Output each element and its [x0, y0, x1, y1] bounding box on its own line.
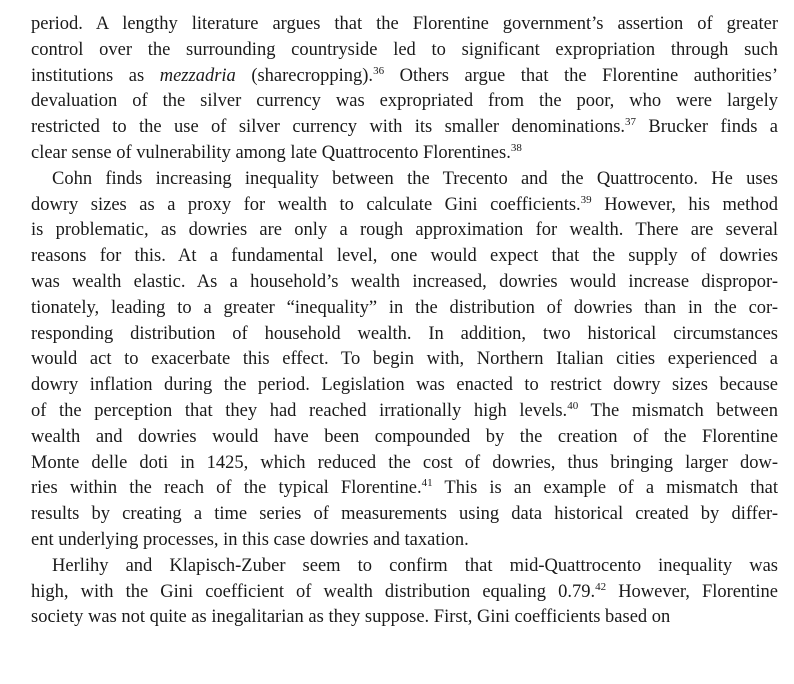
text-run: dowry sizes as a proxy for wealth to calculate Gini coefficients.	[31, 194, 581, 215]
text-line	[31, 12, 778, 38]
text-run: was wealth elastic. As a household’s wealth increased, dowries would increase dispropor-	[31, 271, 778, 292]
text-run: Brucker finds a	[636, 117, 778, 138]
text-run: Others argue that the Florentine authorities’	[384, 65, 778, 86]
text-run: restricted to the use of silver currency with its smaller denominations.	[31, 117, 626, 138]
text-run: results by creating a time series of measurements using data historical created by differ-	[31, 504, 778, 525]
text-line	[31, 322, 778, 348]
text-run: However, Florentine	[606, 581, 778, 602]
text-run: period. A lengthy literature argues that the Florentine government’s assertion of greater	[31, 14, 778, 34]
text-line	[31, 347, 778, 373]
text-line	[31, 399, 778, 425]
text-run: dowry inflation during the period. Legislation was enacted to restrict dowry sizes because	[31, 375, 778, 396]
footnote-ref: 39	[580, 193, 592, 206]
text-run: of the perception that they had reached irrationally high levels.	[31, 400, 568, 421]
text-run: tionately, leading to a greater “inequality” in the distribution of dowries than in the cor-	[31, 297, 778, 318]
text-line	[31, 373, 778, 399]
footnote-ref: 36	[373, 64, 385, 77]
text-line	[31, 528, 778, 554]
text-run: Cohn finds increasing inequality between the Trecento and the Quattrocento. He uses	[52, 168, 778, 189]
text-run: reasons for this. At a fundamental level, one would expect that the supply of dowries	[31, 246, 778, 267]
text-run: institutions as	[31, 65, 160, 86]
text-run: Monte delle doti in 1425, which reduced the cost of dowries, thus bringing larger dow-	[31, 452, 778, 473]
paragraph	[31, 167, 778, 554]
text-run: is problematic, as dowries are only a rough approximation for wealth. There are several	[31, 220, 778, 241]
text-line	[31, 193, 778, 219]
text-line	[31, 502, 778, 528]
text-line	[31, 296, 778, 322]
paragraph	[31, 12, 778, 167]
text-line	[31, 425, 778, 451]
footnote-ref: 42	[595, 580, 607, 593]
text-run: (sharecropping).	[235, 65, 374, 86]
italic-term: mezzadria	[159, 65, 236, 86]
text-run: control over the surrounding countryside led to significant expropriation through such	[31, 39, 778, 60]
text-run: ries within the reach of the typical Florentine.	[31, 478, 422, 499]
text-run: responding distribution of household wealth. In addition, two historical circumstances	[31, 323, 778, 344]
text-run: Herlihy and Klapisch-Zuber seem to confirm that mid-Quattrocento inequality was	[52, 555, 778, 576]
text-run: ent underlying processes, in this case dowries and taxation.	[31, 529, 469, 550]
text-run: However, his method	[591, 194, 778, 215]
text-line	[31, 89, 778, 115]
text-run: society was not quite as inegalitarian as they suppose. First, Gini coefficients based on	[31, 607, 671, 628]
text-line	[31, 218, 778, 244]
text-line	[31, 476, 778, 502]
text-run: would act to exacerbate this effect. To begin with, Northern Italian cities experienced a	[31, 349, 778, 370]
text-run: The mismatch between	[578, 400, 778, 421]
text-line	[31, 270, 778, 296]
text-line	[31, 38, 778, 64]
text-line	[31, 141, 778, 167]
paragraph	[31, 554, 778, 631]
text-line	[31, 167, 778, 193]
text-line	[31, 244, 778, 270]
footnote-ref: 41	[421, 477, 433, 490]
text-run: This is an example of a mismatch that	[432, 478, 778, 499]
text-line	[31, 115, 778, 141]
text-line	[31, 554, 778, 580]
footnote-ref: 40	[567, 399, 579, 412]
text-run: wealth and dowries would have been compounded by the creation of the Florentine	[31, 426, 778, 447]
text-run: clear sense of vulnerability among late Quattrocento Florentines.	[31, 142, 511, 163]
text-line	[31, 580, 778, 606]
text-line	[31, 451, 778, 477]
footnote-ref: 38	[510, 141, 522, 154]
text-run: high, with the Gini coefficient of wealth distribution equaling 0.79.	[31, 581, 596, 602]
text-line	[31, 605, 778, 631]
text-run: devaluation of the silver currency was expropriated from the poor, who were largely	[31, 91, 778, 112]
footnote-ref: 37	[625, 116, 637, 129]
text-line	[31, 64, 778, 90]
